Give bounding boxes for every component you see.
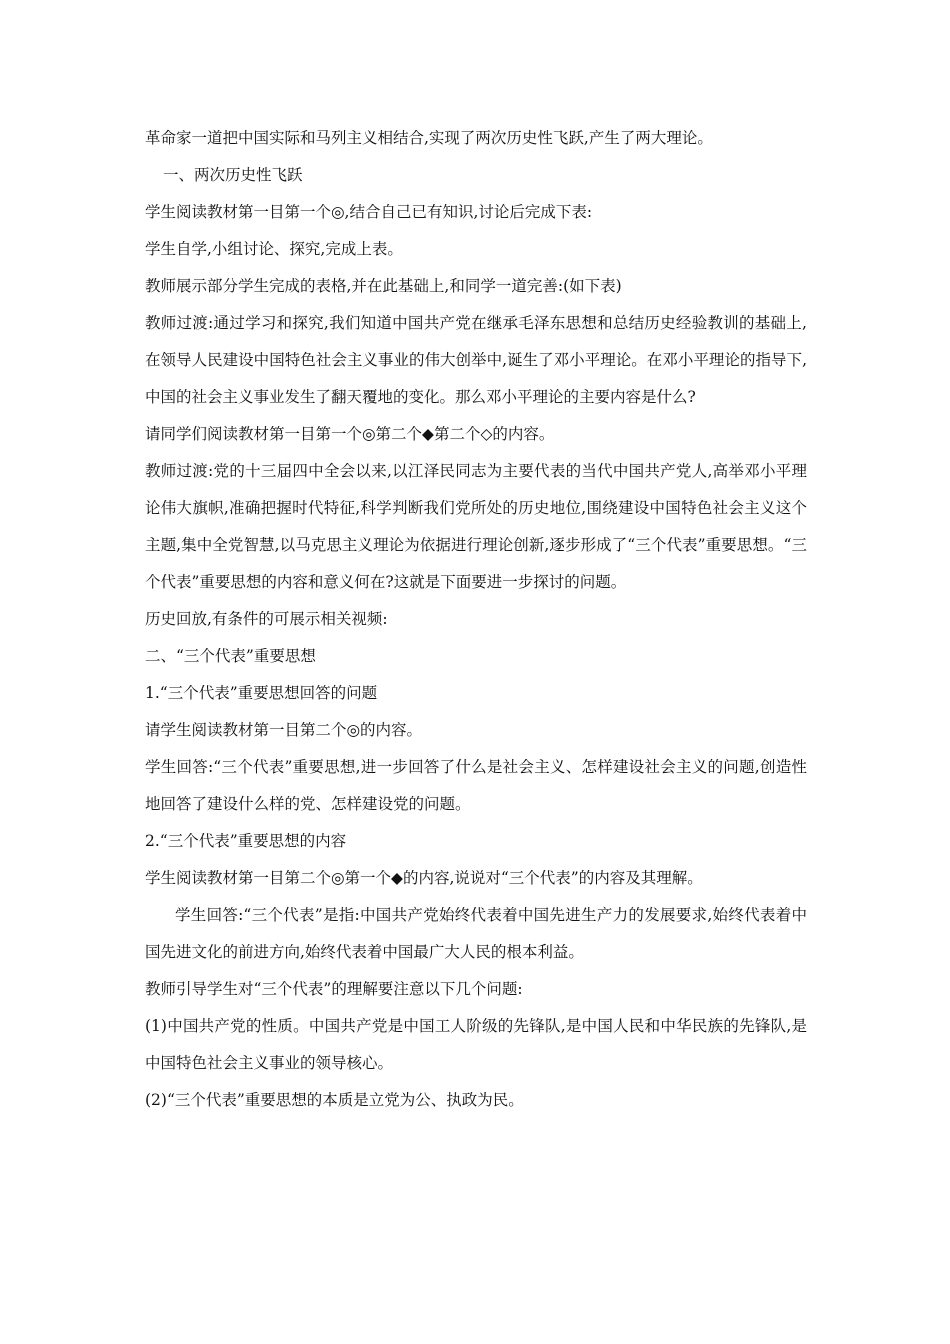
- paragraph: 历史回放,有条件的可展示相关视频:: [145, 610, 388, 628]
- paragraph: 请学生阅读教材第一目第二个◎的内容。: [145, 721, 423, 739]
- list-item-2: (2)“三个代表”重要思想的本质是立党为公、执政为民。: [145, 1091, 524, 1109]
- paragraph: 请同学们阅读教材第一目第一个◎第二个◆第二个◇的内容。: [145, 425, 555, 443]
- section-heading-1: 一、两次历史性飞跃: [163, 166, 303, 184]
- paragraph-transition-1: 教师过渡:通过学习和探究,我们知道中国共产党在继承毛泽东思想和总结历史经验教训的基础上,在领导人民建设中国特色社会主义事业的伟大创举中,诞生了邓小平理论。在邓小平理论的指导下,中国的社会主义事业发生了翻天覆地的变化。那么邓小平理论的主要内容是什么?: [145, 314, 807, 406]
- paragraph-intro: 革命家一道把中国实际和马列主义相结合,实现了两次历史性飞跃,产生了两大理论。: [145, 129, 713, 147]
- subsection-heading-2: 2.“三个代表”重要思想的内容: [145, 832, 347, 850]
- paragraph: 教师引导学生对“三个代表”的理解要注意以下几个问题:: [145, 980, 523, 998]
- paragraph-student-answer-1: 学生回答:“三个代表”重要思想,进一步回答了什么是社会主义、怎样建设社会主义的问题,创造性地回答了建设什么样的党、怎样建设党的问题。: [145, 758, 807, 813]
- paragraph-student-answer-2: 学生回答:“三个代表”是指:中国共产党始终代表着中国先进生产力的发展要求,始终代表着中国先进文化的前进方向,始终代表着中国最广大人民的根本利益。: [145, 906, 807, 961]
- paragraph: 学生自学,小组讨论、探究,完成上表。: [145, 240, 403, 258]
- paragraph: 学生阅读教材第一目第二个◎第一个◆的内容,说说对“三个代表”的内容及其理解。: [145, 869, 703, 887]
- paragraph: 学生阅读教材第一目第一个◎,结合自己已有知识,讨论后完成下表:: [145, 203, 593, 221]
- subsection-heading-1: 1.“三个代表”重要思想回答的问题: [145, 684, 378, 702]
- list-item-1: (1)中国共产党的性质。中国共产党是中国工人阶级的先锋队,是中国人民和中华民族的先锋队,是中国特色社会主义事业的领导核心。: [145, 1017, 807, 1072]
- paragraph-transition-2: 教师过渡:党的十三届四中全会以来,以江泽民同志为主要代表的当代中国共产党人,高举邓小平理论伟大旗帜,准确把握时代特征,科学判断我们党所处的历史地位,围绕建设中国特色社会主义这个主题,集中全党智慧,以马克思主义理论为依据进行理论创新,逐步形成了“三个代表”重要思想。“三个代表”重要思想的内容和意义何在?这就是下面要进一步探讨的问题。: [145, 462, 807, 591]
- paragraph: 教师展示部分学生完成的表格,并在此基础上,和同学一道完善:(如下表): [145, 277, 622, 295]
- section-heading-2: 二、“三个代表”重要思想: [145, 647, 316, 665]
- document-body: [145, 120, 807, 1119]
